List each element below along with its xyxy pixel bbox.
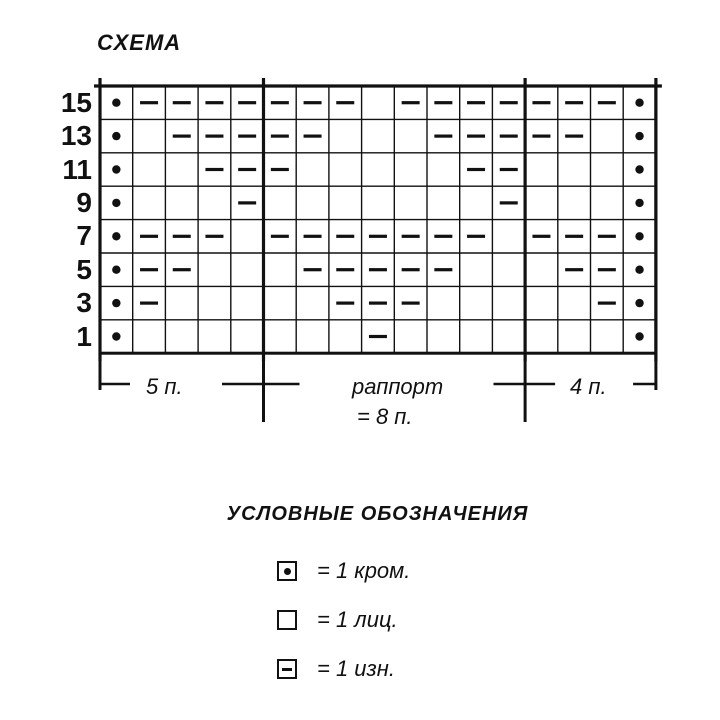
edge-stitch-mark xyxy=(635,266,643,274)
purl-stitch-mark xyxy=(271,235,289,238)
purl-stitch-mark xyxy=(598,268,616,271)
edge-stitch-mark xyxy=(635,299,643,307)
legend-item-knit xyxy=(277,607,398,633)
purl-stitch-mark xyxy=(336,101,354,104)
purl-stitch-mark xyxy=(532,235,550,238)
purl-stitch-mark xyxy=(304,235,322,238)
purl-stitch-mark xyxy=(500,101,518,104)
purl-stitch-mark xyxy=(402,302,420,305)
purl-stitch-mark xyxy=(271,168,289,171)
legend-item-edge xyxy=(277,558,410,584)
edge-stitch-mark xyxy=(635,165,643,173)
purl-stitch-mark xyxy=(271,101,289,104)
purl-stitch-mark xyxy=(205,235,223,238)
edge-stitch-mark xyxy=(112,299,120,307)
purl-stitch-mark xyxy=(598,235,616,238)
edge-stitch-mark xyxy=(112,332,120,340)
bracket-right-label: 4 п. xyxy=(570,374,607,399)
purl-stitch-mark xyxy=(140,302,158,305)
purl-stitch-mark xyxy=(532,135,550,138)
edge-stitch-mark xyxy=(112,199,120,207)
row-number-label: 15 xyxy=(60,86,92,118)
purl-stitch-mark xyxy=(500,135,518,138)
purl-stitch-mark xyxy=(565,268,583,271)
purl-stitch-mark xyxy=(402,235,420,238)
purl-stitch-mark xyxy=(369,268,387,271)
row-number-label: 7 xyxy=(76,220,92,252)
purl-stitch-mark xyxy=(402,268,420,271)
edge-stitch-mark xyxy=(635,332,643,340)
purl-stitch-icon xyxy=(277,659,297,679)
edge-stitch-mark xyxy=(112,165,120,173)
edge-stitch-mark xyxy=(112,132,120,140)
edge-stitch-mark xyxy=(635,199,643,207)
purl-stitch-mark xyxy=(173,268,191,271)
purl-stitch-mark xyxy=(565,101,583,104)
edge-stitch-mark xyxy=(112,99,120,107)
bracket-middle-label-2: = 8 п. xyxy=(357,404,413,429)
purl-stitch-mark xyxy=(336,235,354,238)
purl-stitch-mark xyxy=(205,135,223,138)
row-number-label: 5 xyxy=(76,253,92,285)
legend-title: УСЛОВНЫЕ ОБОЗНАЧЕНИЯ xyxy=(226,503,529,525)
row-number-label: 11 xyxy=(62,153,92,185)
purl-stitch-mark xyxy=(434,101,452,104)
purl-stitch-mark xyxy=(140,268,158,271)
purl-stitch-mark xyxy=(336,268,354,271)
purl-stitch-mark xyxy=(140,235,158,238)
legend-item-purl xyxy=(277,656,395,682)
edge-stitch-mark xyxy=(635,232,643,240)
purl-stitch-mark xyxy=(598,101,616,104)
purl-stitch-mark xyxy=(500,201,518,204)
purl-stitch-mark xyxy=(532,101,550,104)
purl-stitch-mark xyxy=(402,101,420,104)
purl-stitch-mark xyxy=(467,168,485,171)
edge-stitch-mark xyxy=(112,232,120,240)
purl-stitch-mark xyxy=(434,135,452,138)
edge-stitch-mark xyxy=(635,132,643,140)
legend-item-label: = 1 изн. xyxy=(317,656,395,681)
purl-stitch-mark xyxy=(173,135,191,138)
purl-stitch-mark xyxy=(467,235,485,238)
edge-stitch-mark xyxy=(635,99,643,107)
purl-stitch-mark xyxy=(500,168,518,171)
purl-stitch-mark xyxy=(173,101,191,104)
purl-stitch-mark xyxy=(467,135,485,138)
purl-stitch-mark xyxy=(205,168,223,171)
purl-stitch-mark xyxy=(304,268,322,271)
purl-stitch-mark xyxy=(467,101,485,104)
purl-stitch-mark xyxy=(238,168,256,171)
purl-stitch-mark xyxy=(238,101,256,104)
knit-stitch-icon xyxy=(277,610,297,630)
purl-stitch-mark xyxy=(238,135,256,138)
purl-stitch-mark xyxy=(238,201,256,204)
row-number-label: 3 xyxy=(76,287,92,319)
purl-stitch-mark xyxy=(205,101,223,104)
purl-stitch-mark xyxy=(304,135,322,138)
legend-item-label: = 1 кром. xyxy=(317,558,411,583)
purl-stitch-mark xyxy=(271,135,289,138)
purl-stitch-mark xyxy=(565,235,583,238)
purl-stitch-mark xyxy=(369,335,387,338)
bracket-middle-label-1: раппорт xyxy=(352,374,444,399)
purl-stitch-mark xyxy=(598,302,616,305)
purl-stitch-mark xyxy=(369,302,387,305)
purl-stitch-mark xyxy=(173,235,191,238)
purl-stitch-mark xyxy=(434,268,452,271)
purl-stitch-mark xyxy=(434,235,452,238)
purl-stitch-mark xyxy=(565,135,583,138)
bracket-left-label: 5 п. xyxy=(146,374,183,399)
edge-stitch-mark xyxy=(112,266,120,274)
purl-stitch-mark xyxy=(304,101,322,104)
purl-stitch-mark xyxy=(140,101,158,104)
row-number-label: 13 xyxy=(60,120,92,152)
purl-stitch-mark xyxy=(336,302,354,305)
purl-stitch-mark xyxy=(369,235,387,238)
chart-title: СХЕМА xyxy=(97,30,182,55)
edge-stitch-icon xyxy=(277,561,297,581)
row-number-label: 9 xyxy=(76,186,92,218)
legend-item-label: = 1 лиц. xyxy=(317,607,398,632)
row-number-label: 1 xyxy=(76,320,92,352)
